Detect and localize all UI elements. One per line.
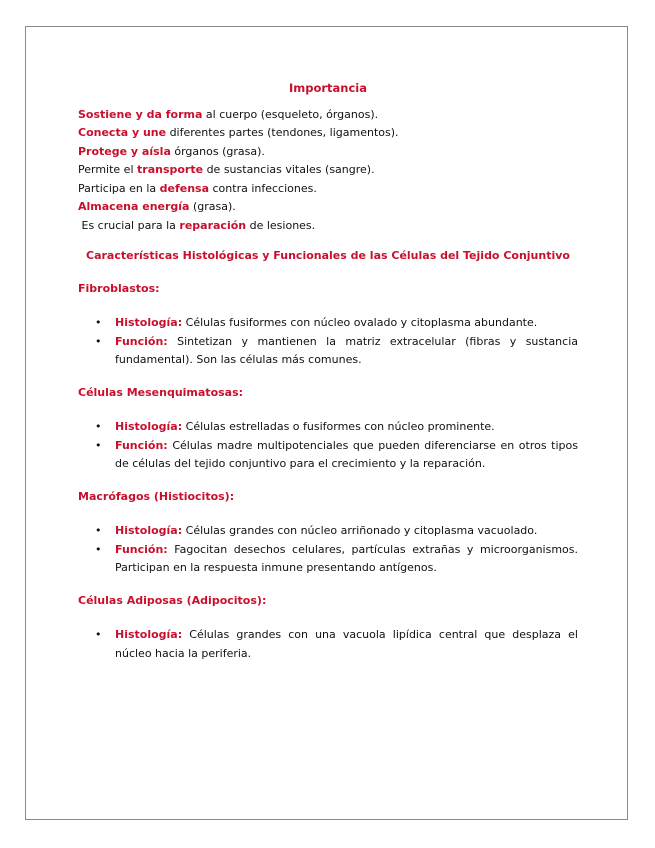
item-label: Histología: (115, 524, 183, 537)
importancia-line (78, 124, 578, 143)
line-highlight: reparación (179, 218, 247, 232)
bullet-icon: • (95, 420, 102, 433)
line-highlight: defensa (159, 181, 210, 195)
list-item (95, 333, 578, 370)
document-page (25, 26, 628, 820)
line-text: contra infecciones. (209, 181, 317, 195)
bullet-icon: • (95, 542, 102, 556)
bullet-icon: • (95, 438, 102, 452)
line-highlight: Almacena energía (78, 200, 190, 213)
item-label: Histología: (115, 628, 183, 641)
item-text: Células fusiformes con núcleo ovalado y citoplasma abundante. (182, 316, 538, 329)
list-item (95, 418, 578, 437)
line-text: al cuerpo (esqueleto, órganos). (202, 107, 379, 121)
line-highlight: Sostiene y da forma (78, 107, 203, 121)
item-text: Fagocitan desechos celulares, partículas extrañas y microorganismos. Participan en la respuesta inmune presentando antígenos. (115, 542, 578, 574)
line-text: Es crucial para la (78, 218, 180, 232)
line-highlight: transporte (137, 163, 204, 176)
line-text: Participa en la (78, 181, 160, 195)
section-list (78, 418, 578, 474)
importancia-line (78, 106, 578, 125)
document-content (78, 79, 578, 677)
item-text: Células madre multipotenciales que pueden diferenciarse en otros tipos de células del tejido conjuntivo para el crecimiento y la reparación. (115, 438, 578, 470)
importancia-line (78, 143, 578, 162)
item-text: Células grandes con una vacuola lipídica central que desplaza el núcleo hacia la periferia. (115, 628, 578, 660)
list-item (95, 522, 578, 541)
line-text: Permite el (78, 163, 138, 176)
item-label: Histología: (115, 316, 183, 329)
section-heading: Células Adiposas (Adipocitos): (78, 593, 267, 607)
importancia-list (78, 106, 578, 236)
list-item (95, 541, 578, 578)
bullet-icon: • (95, 524, 102, 537)
item-label: Función: (115, 438, 168, 452)
section-heading: Macrófagos (Histiocitos): (78, 489, 235, 503)
bullet-icon: • (95, 316, 102, 329)
bullet-icon: • (95, 628, 102, 641)
importancia-line (78, 198, 578, 217)
section-list (78, 314, 578, 370)
importancia-title: Importancia (288, 81, 368, 95)
caracteristicas-title: Características Histológicas y Funcionales de las Células del Tejido Conjuntivo (86, 249, 570, 262)
list-item (95, 626, 578, 663)
line-highlight: Conecta y une (78, 126, 167, 139)
line-highlight: Protege y aísla (78, 144, 171, 158)
bullet-icon: • (95, 334, 102, 348)
importancia-line (78, 161, 578, 180)
line-text: órganos (grasa). (170, 144, 265, 158)
line-text: (grasa). (189, 200, 236, 213)
item-text: Células estrelladas o fusiformes con núcleo prominente. (182, 420, 495, 433)
line-text: diferentes partes (tendones, ligamentos). (166, 126, 399, 139)
section-list (78, 522, 578, 578)
item-label: Función: (115, 542, 168, 556)
importancia-line (78, 180, 578, 199)
item-text: Células grandes con núcleo arriñonado y citoplasma vacuolado. (182, 524, 538, 537)
line-text: de lesiones. (246, 218, 316, 232)
section-heading: Fibroblastos: (78, 281, 160, 295)
item-label: Función: (115, 334, 168, 348)
item-text: Sintetizan y mantienen la matriz extracelular (fibras y sustancia fundamental). Son las células más comunes. (115, 334, 578, 366)
section-list (78, 626, 578, 663)
list-item (95, 437, 578, 474)
importancia-line (78, 217, 578, 236)
item-label: Histología: (115, 420, 183, 433)
section-heading: Células Mesenquimatosas: (78, 385, 244, 399)
line-text: de sustancias vitales (sangre). (203, 163, 375, 176)
list-item (95, 314, 578, 333)
